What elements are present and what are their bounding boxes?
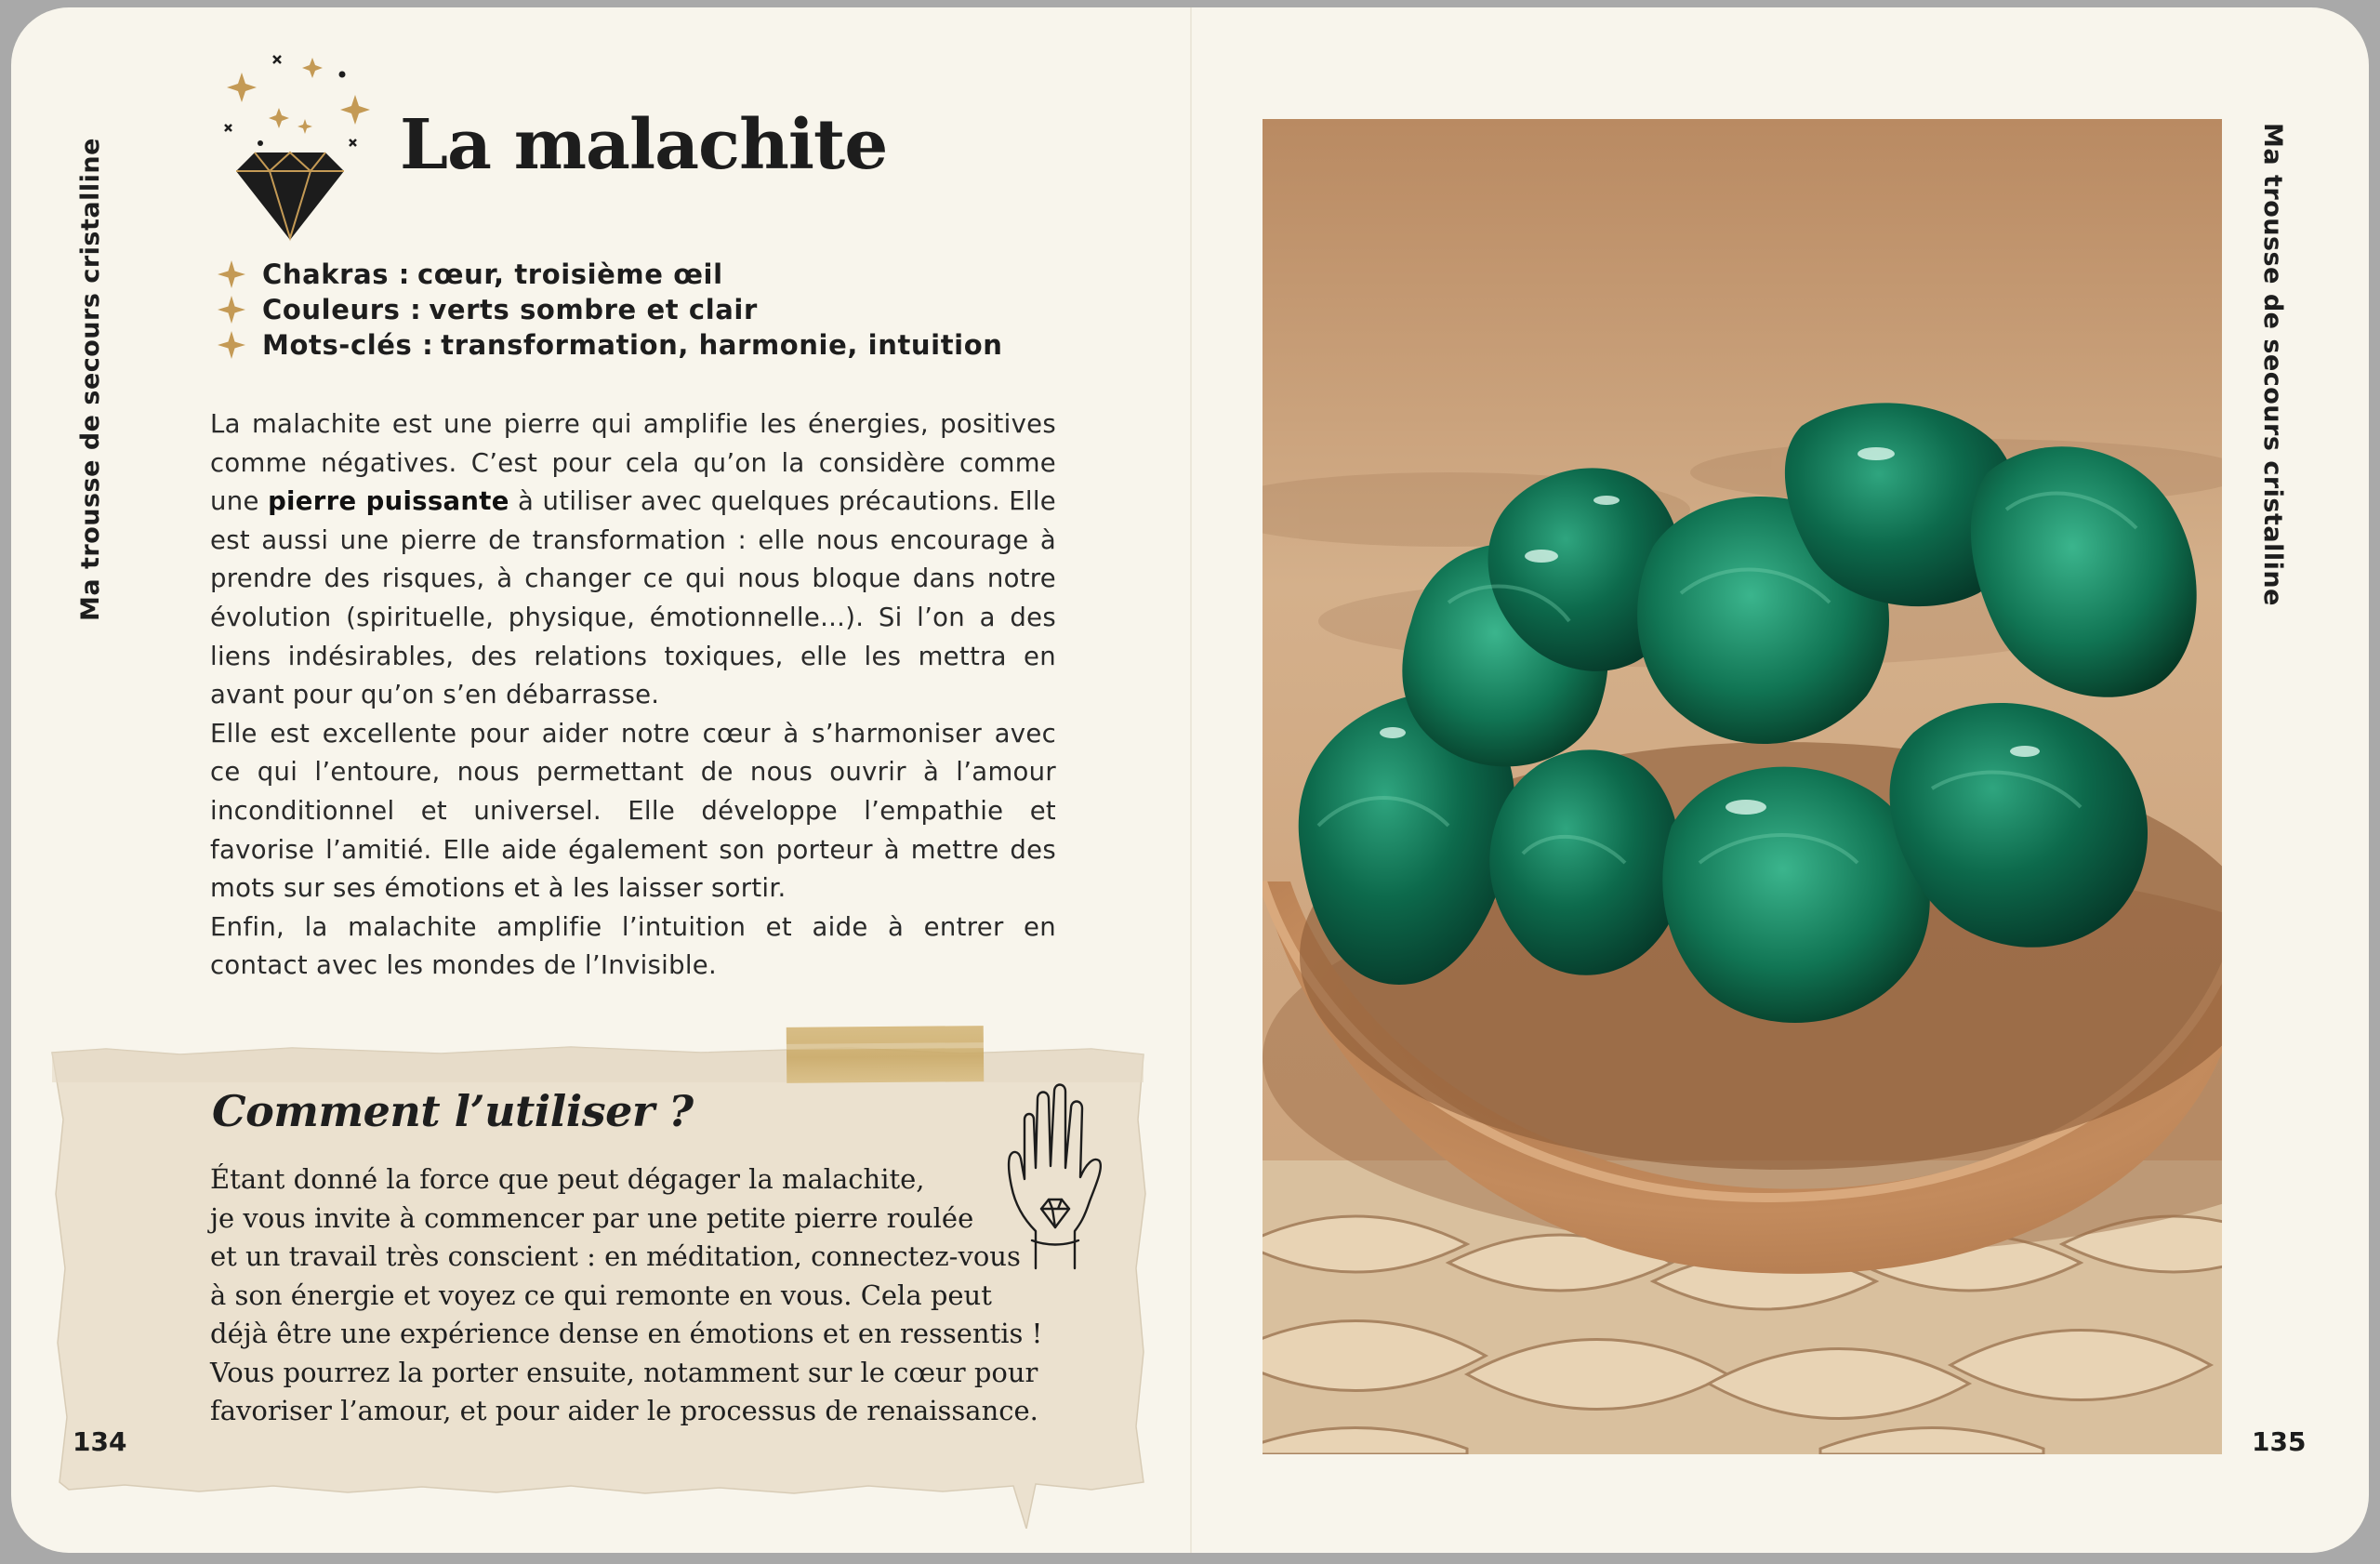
crystal-icon	[216, 52, 374, 244]
body-paragraph-3: Enfin, la malachite amplifie l’intuition et aide à entrer en contact avec les mondes de l’Invisible.	[210, 911, 1056, 981]
body-paragraph-1	[210, 405, 1056, 715]
bold-phrase: pierre puissante	[268, 486, 509, 517]
paper-tape	[787, 1026, 985, 1083]
property-label: Chakras :	[262, 258, 411, 290]
property-value: verts sombre et clair	[429, 294, 758, 325]
gold-star-bullet-icon	[216, 294, 247, 325]
body-paragraph-2: Elle est excellente pour aider notre cœur à s’harmoniser avec ce qui l’entoure, nous permettant de nous ouvrir à l’amour inconditionnel et universel. Elle développe l’empathie et favorise l’amitié. Elle aide également son porteur à mettre des mots sur ses émotions et à les laisser sortir.	[210, 718, 1056, 904]
gold-star-bullet-icon	[216, 329, 247, 361]
usage-title: Comment l’utiliser ?	[212, 1086, 694, 1136]
spine	[1190, 7, 1192, 1553]
usage-text: Étant donné la force que peut dégager la malachite, je vous invite à commencer par une petite pierre roulée et un travail très conscient : en méditation, connectez-vous à son énergie et voyez ce qui remonte en vous. Cela peut déjà être une expérience dense en émotions et en ressentis ! Vous pourrez la porter ensuite, notamment sur le cœur pour favoriser l’amour, et pour aider le processus de renaissance.	[210, 1163, 1043, 1426]
property-value: transformation, harmonie, intuition	[441, 329, 1003, 361]
property-colors	[216, 292, 1002, 327]
property-label: Couleurs :	[262, 294, 422, 325]
page-number-left: 134	[73, 1426, 127, 1457]
body-text-span: La malachite est une pierre qui amplifie les énergies, positives comme négatives. C’est pour cela qu’on la considère comme une	[210, 409, 1056, 517]
property-value: cœur, troisième œil	[417, 258, 723, 290]
malachite-photo	[1263, 119, 2222, 1454]
property-chakras	[216, 257, 1002, 292]
page-title: La malachite	[400, 105, 888, 185]
gold-star-bullet-icon	[216, 258, 247, 290]
running-head-right: Ma trousse de secours cristalline	[2258, 123, 2287, 606]
body-text	[210, 405, 1056, 986]
palm-crystal-icon	[1004, 1082, 1104, 1274]
properties-list	[216, 257, 1002, 363]
running-head-left: Ma trousse de secours cristalline	[76, 138, 105, 621]
body-text-span: à utiliser avec quelques précautions. Elle est aussi une pierre de transformation : elle nous encourage à prendre des risques, à changer ce qui nous bloque dans notre évolution (spirituelle, physique, émotionnelle...). Si l’on a des liens indésirables, des relations toxiques, elle les mettra en avant pour qu’on s’en débarrasse.	[210, 486, 1057, 710]
property-keywords	[216, 327, 1002, 363]
page-number-right: 135	[2252, 1426, 2307, 1457]
property-label: Mots-clés :	[262, 329, 434, 361]
